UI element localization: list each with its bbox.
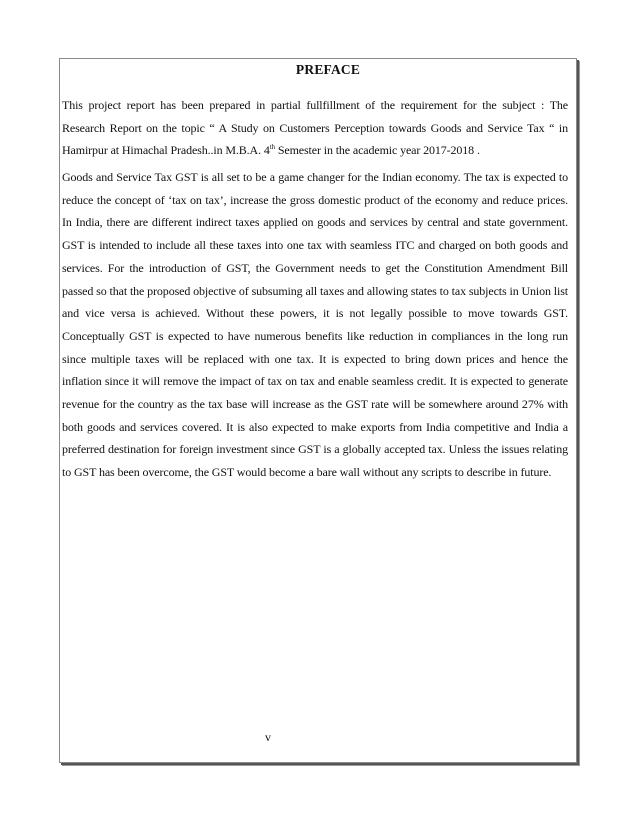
page-number: v <box>265 730 271 744</box>
page-title: PREFACE <box>295 62 361 77</box>
paragraph-1-text: This project report has been prepared in partial fullfillment of the requirement for the subject : The Research Report on the topic “ A Study on Customers Perception towards Goods and Service Tax “ in Hamirpur at Himachal Pradesh..in M.B.A. 4 <box>62 98 568 158</box>
paragraph-1-text-end: Semester in the academic year 2017-2018 . <box>274 143 480 158</box>
preface-paragraph-2: Goods and Service Tax GST is all set to be a game changer for the Indian economy. The tax is expected to reduce the concept of ‘tax on tax’, increase the gross domestic product of the economy and reduce prices. In India, there are different indirect taxes applied on goods and services by central and state government. GST is intended to include all these taxes into one tax with seamless ITC and charged on both goods and services. For the introduction of GST, the Government needs to get the Constitution Amendment Bill passed so that the proposed objective of subsuming all taxes and allowing states to tax subjects in Union list and vice versa is achieved. Without these powers, it is not legally possible to move towards GST. Conceptually GST is expected to have numerous benefits like reduction in compliances in the long run since multiple taxes will be replaced with one tax. It is expected to bring down prices and hence the inflation since it will remove the impact of tax on tax and enable seamless credit. It is expected to generate revenue for the country as the tax base will increase as the GST rate will be somewhere around 27% with both goods and services covered. It is also expected to make exports from India competitive and India a preferred destination for foreign investment since GST is a globally accepted tax. Unless the issues relating to GST has been overcome, the GST would become a bare wall without any scripts to describe in future. <box>62 170 568 480</box>
ordinal-suffix: th <box>269 143 275 152</box>
preface-paragraph-1 <box>62 94 568 162</box>
